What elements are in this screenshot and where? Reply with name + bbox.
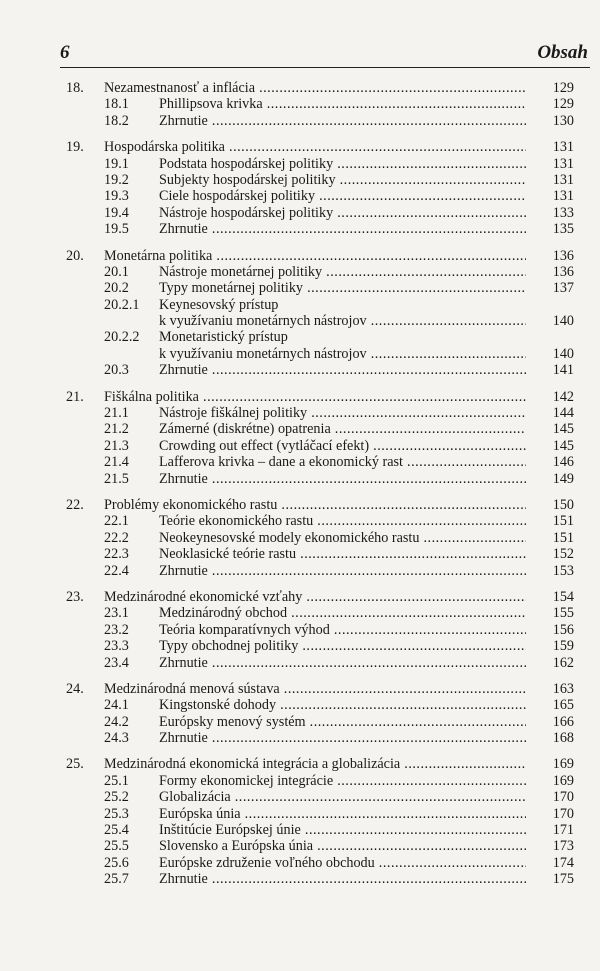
toc-section-entry[interactable] (66, 513, 574, 529)
entry-number: 19. (66, 139, 84, 156)
entry-page: 156 (552, 621, 574, 638)
entry-title: Formy ekonomickej integrácie ..... (159, 773, 526, 789)
entry-number: 20. (66, 247, 84, 264)
entry-page: 169 (552, 772, 574, 789)
entry-page: 136 (552, 263, 574, 280)
entry-page: 142 (552, 388, 574, 405)
toc-section-entry[interactable] (66, 188, 574, 204)
entry-title: Medzinárodný obchod ..... (159, 605, 526, 621)
entry-page: 175 (552, 871, 574, 888)
toc-section-entry[interactable] (66, 622, 574, 638)
page-number: 6 (60, 42, 70, 63)
entry-title: Ciele hospodárskej politiky ..... (159, 188, 526, 204)
entry-title: Zhrnutie ..... (159, 362, 526, 378)
entry-number: 24.2 (104, 713, 129, 730)
toc-section-entry[interactable] (66, 822, 574, 838)
entry-number: 23.3 (104, 638, 129, 655)
entry-page: 137 (552, 280, 574, 297)
entry-page: 145 (552, 421, 574, 438)
entry-number: 23. (66, 588, 84, 605)
entry-title: Monetárna politika ..... (104, 248, 526, 264)
entry-title: Zhrnutie ..... (159, 221, 526, 237)
entry-page: 151 (552, 529, 574, 546)
toc-section-entry[interactable] (66, 156, 574, 172)
entry-page: 133 (552, 204, 574, 221)
entry-page: 145 (552, 437, 574, 454)
entry-number: 21.2 (104, 421, 129, 438)
entry-page: 135 (552, 221, 574, 238)
entry-page: 140 (552, 345, 574, 362)
entry-page: 162 (552, 654, 574, 671)
toc-section-entry[interactable] (66, 454, 574, 470)
toc-section-entry[interactable] (66, 605, 574, 621)
entry-number: 19.1 (104, 155, 129, 172)
entry-number: 23.1 (104, 605, 129, 622)
entry-number: 25.7 (104, 871, 129, 888)
entry-title: Zhrnutie ..... (159, 871, 526, 887)
toc-section-entry[interactable] (66, 346, 574, 362)
entry-title: Problémy ekonomického rastu ..... (104, 497, 526, 513)
entry-number: 24.3 (104, 730, 129, 747)
toc-section-entry[interactable] (66, 96, 574, 112)
entry-number: 21. (66, 388, 84, 405)
entry-number: 19.3 (104, 188, 129, 205)
entry-page: 141 (552, 362, 574, 379)
entry-title: Lafferova krivka – dane a ekonomický rast ..... (159, 454, 526, 470)
toc-section-entry[interactable] (66, 806, 574, 822)
toc-section-entry[interactable] (66, 655, 574, 671)
entry-title: Európsky menový systém ..... (159, 714, 526, 730)
entry-title: Inštitúcie Európskej únie ..... (159, 822, 526, 838)
entry-title: Teórie ekonomického rastu ..... (159, 513, 526, 529)
entry-title: Medzinárodná ekonomická integrácia a globalizácia ..... (104, 756, 526, 772)
toc-section-entry[interactable] (66, 530, 574, 546)
entry-page: 174 (552, 854, 574, 871)
toc-section-entry[interactable] (66, 697, 574, 713)
toc-chapter-entry[interactable] (66, 389, 574, 405)
entry-page: 163 (552, 680, 574, 697)
entry-title: Podstata hospodárskej politiky ..... (159, 156, 526, 172)
entry-title: Typy monetárnej politiky ..... (159, 280, 526, 296)
entry-number: 22. (66, 496, 84, 513)
entry-title: Nástroje monetárnej politiky ..... (159, 264, 526, 280)
entry-number: 20.3 (104, 362, 129, 379)
entry-number: 19.5 (104, 221, 129, 238)
toc-section-entry[interactable] (66, 405, 574, 421)
toc-section-entry[interactable] (66, 789, 574, 805)
entry-page: 173 (552, 838, 574, 855)
entry-page: 165 (552, 697, 574, 714)
entry-title: Subjekty hospodárskej politiky ..... (159, 172, 526, 188)
page-header (60, 42, 588, 66)
entry-page: 129 (552, 96, 574, 113)
entry-number: 18.2 (104, 112, 129, 129)
entry-number: 21.5 (104, 470, 129, 487)
entry-number: 25.4 (104, 822, 129, 839)
entry-page: 140 (552, 313, 574, 330)
toc-chapter-entry[interactable] (66, 497, 574, 513)
header-rule (60, 67, 590, 68)
entry-title: k využívaniu monetárnych nástrojov ..... (159, 346, 526, 362)
entry-title: Nástroje hospodárskej politiky ..... (159, 205, 526, 221)
entry-title: Phillipsova krivka ..... (159, 96, 526, 112)
entry-page: 146 (552, 454, 574, 471)
toc-section-entry[interactable] (66, 329, 574, 345)
toc-section-entry[interactable] (66, 362, 574, 378)
entry-number: 25.1 (104, 772, 129, 789)
entry-number: 18.1 (104, 96, 129, 113)
section-gap (66, 671, 574, 681)
entry-number: 20.2.1 (104, 296, 140, 313)
entry-title: Zhrnutie ..... (159, 730, 526, 746)
entry-title: Nástroje fiškálnej politiky ..... (159, 405, 526, 421)
section-gap (66, 129, 574, 139)
entry-number: 23.4 (104, 654, 129, 671)
entry-number: 25. (66, 756, 84, 773)
entry-number: 23.2 (104, 621, 129, 638)
entry-number: 25.3 (104, 805, 129, 822)
entry-title: Teória komparatívnych výhod ..... (159, 622, 526, 638)
section-gap (66, 746, 574, 756)
entry-number: 20.2.2 (104, 329, 140, 346)
entry-page: 152 (552, 546, 574, 563)
entry-page: 144 (552, 405, 574, 422)
toc-section-entry[interactable] (66, 838, 574, 854)
toc-section-entry[interactable] (66, 871, 574, 887)
entry-page: 151 (552, 513, 574, 530)
toc-section-entry[interactable] (66, 563, 574, 579)
entry-title: Európska únia ..... (159, 806, 526, 822)
entry-title: Monetaristický prístup (159, 329, 288, 346)
toc-chapter-entry[interactable] (66, 139, 574, 155)
section-gap (66, 487, 574, 497)
entry-page: 171 (552, 822, 574, 839)
entry-number: 24. (66, 680, 84, 697)
entry-title: Zhrnutie ..... (159, 471, 526, 487)
entry-title: Neoklasické teórie rastu ..... (159, 546, 526, 562)
toc-section-entry[interactable] (66, 546, 574, 562)
entry-number: 22.2 (104, 529, 129, 546)
entry-title: Crowding out effect (vytláčací efekt) ..... (159, 438, 526, 454)
entry-page: 169 (552, 756, 574, 773)
entry-page: 154 (552, 588, 574, 605)
toc-section-entry[interactable] (66, 438, 574, 454)
entry-title: Medzinárodná menová sústava ..... (104, 681, 526, 697)
toc-section-entry[interactable] (66, 280, 574, 296)
entry-title: Zhrnutie ..... (159, 563, 526, 579)
toc-chapter-entry[interactable] (66, 756, 574, 772)
entry-number: 22.3 (104, 546, 129, 563)
entry-page: 153 (552, 562, 574, 579)
entry-page: 155 (552, 605, 574, 622)
entry-number: 20.1 (104, 263, 129, 280)
entry-page: 159 (552, 638, 574, 655)
entry-number: 21.4 (104, 454, 129, 471)
entry-title: Hospodárska politika ..... (104, 139, 526, 155)
entry-number: 25.5 (104, 838, 129, 855)
entry-title: Neokeynesovské modely ekonomického rastu ..... (159, 530, 526, 546)
toc-section-entry[interactable] (66, 421, 574, 437)
toc-chapter-entry[interactable] (66, 248, 574, 264)
entry-page: 149 (552, 470, 574, 487)
entry-number: 22.4 (104, 562, 129, 579)
entry-page: 170 (552, 805, 574, 822)
entry-title: Globalizácia ..... (159, 789, 526, 805)
entry-number: 24.1 (104, 697, 129, 714)
entry-page: 131 (552, 139, 574, 156)
entry-number: 25.2 (104, 789, 129, 806)
entry-title: Typy obchodnej politiky ..... (159, 638, 526, 654)
entry-page: 131 (552, 155, 574, 172)
toc-section-entry[interactable] (66, 730, 574, 746)
entry-title: Európske združenie voľného obchodu ..... (159, 855, 526, 871)
entry-number: 20.2 (104, 280, 129, 297)
toc-chapter-entry[interactable] (66, 589, 574, 605)
toc-section-entry[interactable] (66, 313, 574, 329)
entry-page: 150 (552, 496, 574, 513)
toc-section-entry[interactable] (66, 773, 574, 789)
toc-section-entry[interactable] (66, 264, 574, 280)
entry-number: 21.1 (104, 405, 129, 422)
entry-number: 18. (66, 80, 84, 96)
running-title: Obsah (537, 42, 588, 63)
entry-page: 129 (552, 80, 574, 96)
toc-section-entry[interactable] (66, 297, 574, 313)
entry-page: 136 (552, 247, 574, 264)
entry-title: Kingstonské dohody ..... (159, 697, 526, 713)
toc-section-entry[interactable] (66, 205, 574, 221)
entry-title: Zhrnutie ..... (159, 655, 526, 671)
entry-title: Medzinárodné ekonomické vzťahy ..... (104, 589, 526, 605)
toc-section-entry[interactable] (66, 471, 574, 487)
entry-title: k využívaniu monetárnych nástrojov ..... (159, 313, 526, 329)
entry-page: 131 (552, 171, 574, 188)
toc-section-entry[interactable] (66, 172, 574, 188)
toc-section-entry[interactable] (66, 113, 574, 129)
entry-title: Keynesovský prístup (159, 296, 279, 313)
entry-title: Fiškálna politika ..... (104, 389, 526, 405)
toc-chapter-entry[interactable] (66, 80, 574, 96)
entry-number: 25.6 (104, 854, 129, 871)
entry-title: Nezamestnanosť a inflácia ..... (104, 80, 526, 96)
entry-title: Zámerné (diskrétne) opatrenia ..... (159, 421, 526, 437)
table-of-contents (66, 80, 574, 888)
toc-section-entry[interactable] (66, 714, 574, 730)
entry-page: 131 (552, 188, 574, 205)
entry-page: 170 (552, 789, 574, 806)
entry-number: 19.2 (104, 171, 129, 188)
toc-section-entry[interactable] (66, 855, 574, 871)
entry-number: 22.1 (104, 513, 129, 530)
toc-chapter-entry[interactable] (66, 681, 574, 697)
entry-page: 168 (552, 730, 574, 747)
section-gap (66, 579, 574, 589)
section-gap (66, 238, 574, 248)
entry-title: Slovensko a Európska únia ..... (159, 838, 526, 854)
section-gap (66, 379, 574, 389)
entry-number: 21.3 (104, 437, 129, 454)
entry-page: 130 (552, 112, 574, 129)
entry-number: 19.4 (104, 204, 129, 221)
entry-title: Zhrnutie ..... (159, 113, 526, 129)
toc-section-entry[interactable] (66, 638, 574, 654)
entry-page: 166 (552, 713, 574, 730)
toc-section-entry[interactable] (66, 221, 574, 237)
